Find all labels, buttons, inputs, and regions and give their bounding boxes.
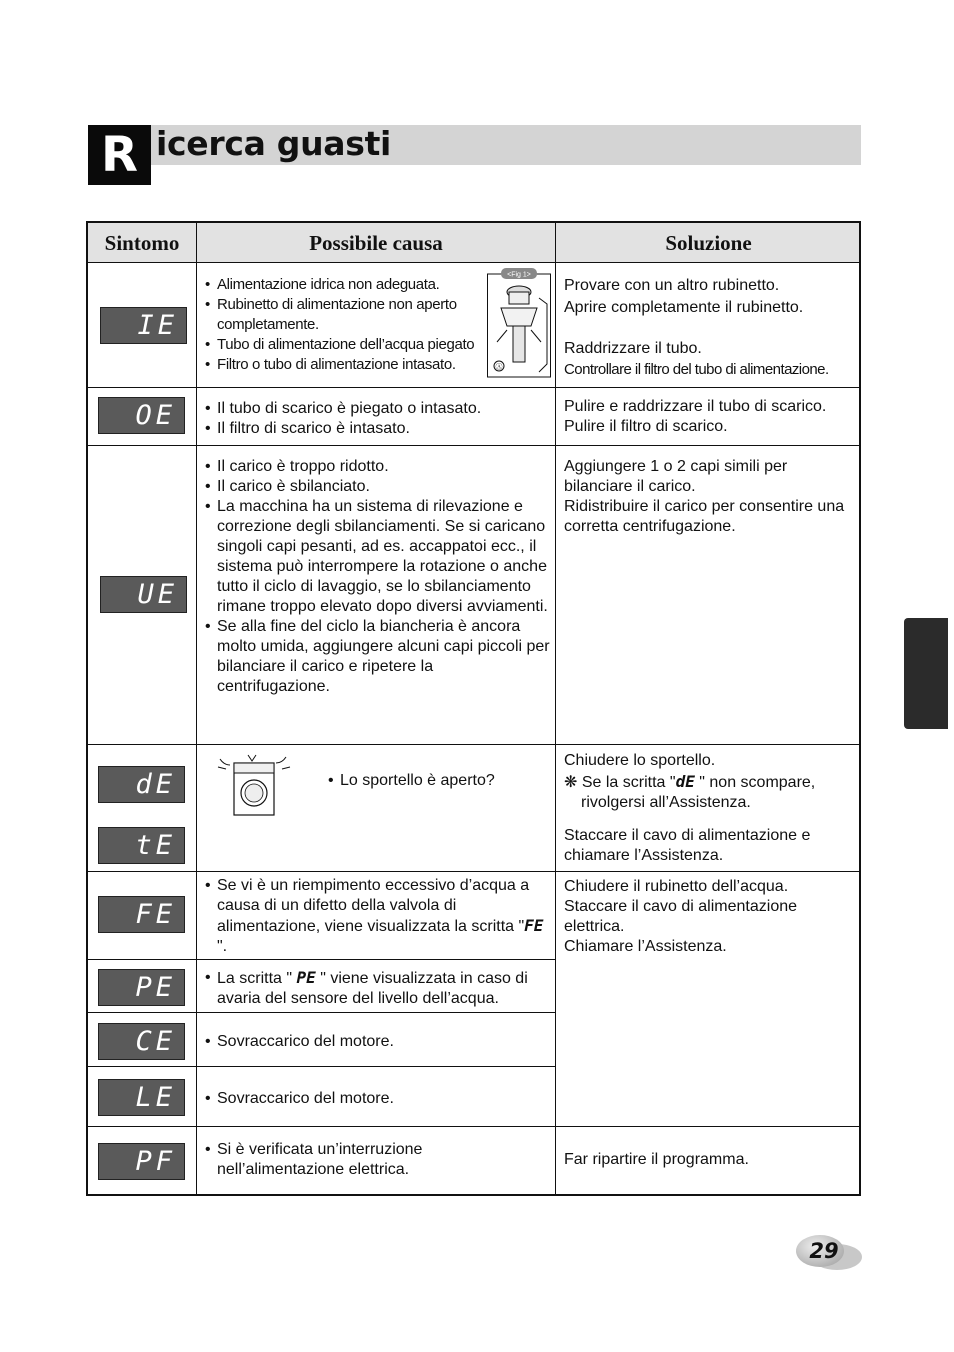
cause-item: • Si è verificata un’interruzione nell’alimentazione elettrica. bbox=[205, 1140, 550, 1180]
note-suffix: " non scompare, rivolgersi all’Assistenza. bbox=[581, 774, 816, 811]
fig-marker: Ⓐ bbox=[495, 363, 503, 371]
page-number: 29 bbox=[809, 1239, 839, 1263]
cause-cell bbox=[205, 1140, 550, 1180]
row-divider bbox=[88, 744, 859, 745]
cause-cell bbox=[205, 1089, 550, 1109]
cause-text: La scritta " bbox=[217, 970, 297, 987]
solution-line: Chiudere lo sportello. bbox=[564, 752, 716, 769]
error-code-display: CE bbox=[98, 1023, 185, 1060]
cause-cell bbox=[328, 771, 550, 791]
solution-cell bbox=[564, 276, 860, 380]
column-divider bbox=[196, 223, 197, 1194]
error-code-display: tE bbox=[98, 827, 185, 864]
column-divider bbox=[555, 223, 556, 1194]
troubleshooting-table bbox=[86, 221, 861, 1196]
solution-line: Pulire il filtro di scarico. bbox=[564, 418, 728, 435]
header-initial: R bbox=[88, 125, 151, 185]
solution-line: Far ripartire il programma. bbox=[564, 1151, 749, 1168]
cause-item: • Il filtro di scarico è intasato. bbox=[205, 419, 550, 439]
error-code-display: UE bbox=[100, 576, 187, 613]
row-divider bbox=[88, 387, 859, 388]
row-divider bbox=[88, 1012, 555, 1013]
solution-cell bbox=[564, 457, 860, 537]
header-solution: Soluzione bbox=[665, 231, 752, 255]
row-divider bbox=[88, 1126, 859, 1127]
cause-item: • Sovraccarico del motore. bbox=[205, 1032, 550, 1052]
cause-text: ". bbox=[217, 938, 228, 955]
washer-door-icon bbox=[214, 753, 298, 817]
solution-cell bbox=[564, 751, 860, 866]
header-cause: Possibile causa bbox=[309, 231, 443, 255]
cause-item: • Tubo di alimentazione dell’acqua piegato bbox=[205, 335, 480, 355]
cause-cell bbox=[205, 275, 480, 375]
solution-line: Aprire completamente il rubinetto. bbox=[564, 299, 804, 316]
solution-line: Aggiungere 1 o 2 capi simili per bilanciare il carico. bbox=[564, 458, 788, 495]
cause-item bbox=[205, 968, 550, 1009]
solution-line: Pulire e raddrizzare il tubo di scarico. bbox=[564, 398, 827, 415]
cause-item: • Il carico è troppo ridotto. bbox=[205, 457, 550, 477]
solution-line: Chiamare l’Assistenza. bbox=[564, 938, 727, 955]
solution-line: Staccare il cavo di alimentazione e chiamare l’Assistenza. bbox=[564, 827, 811, 864]
fig-1-illustration bbox=[487, 268, 551, 378]
cause-text: Se vi è un riempimento eccessivo d’acqua a causa di un difetto della valvola di alimentazione, viene visualizzata la scritta " bbox=[217, 877, 530, 935]
cause-item: • Sovraccarico del motore. bbox=[205, 1089, 550, 1109]
cause-item: • Filtro o tubo di alimentazione intasato. bbox=[205, 355, 480, 375]
cause-text: " viene visualizzata in caso di avaria del sensore del livello dell’acqua. bbox=[217, 970, 528, 1007]
solution-line: Raddrizzare il tubo. bbox=[564, 340, 702, 357]
cause-item: • Alimentazione idrica non adeguata. bbox=[205, 275, 480, 295]
fig-label: <Fig 1> bbox=[507, 271, 531, 279]
page-title: icerca guasti bbox=[156, 124, 392, 163]
row-divider bbox=[88, 262, 859, 263]
solution-line: Chiudere il rubinetto dell’acqua. bbox=[564, 878, 789, 895]
cause-cell bbox=[205, 876, 553, 957]
cause-item: • Il tubo di scarico è piegato o intasato. bbox=[205, 399, 550, 419]
row-divider bbox=[88, 1066, 555, 1067]
section-tab bbox=[904, 618, 948, 729]
cause-cell bbox=[205, 1032, 550, 1052]
cause-cell bbox=[205, 968, 550, 1009]
error-code-display: PF bbox=[98, 1143, 185, 1180]
solution-line: Staccare il cavo di alimentazione elettrica. bbox=[564, 898, 798, 935]
solution-cell bbox=[564, 877, 860, 957]
cause-item: • Lo sportello è aperto? bbox=[328, 771, 550, 791]
inline-error-code: PE bbox=[296, 968, 316, 987]
row-divider bbox=[88, 871, 859, 872]
cause-item: • Il carico è sbilanciato. bbox=[205, 477, 550, 497]
error-code-display: LE bbox=[98, 1079, 185, 1116]
cause-item: • Se alla fine del ciclo la biancheria è ancora molto umida, aggiungere alcuni capi piccoli per bilanciare il carico e ripetere la centrifugazione. bbox=[205, 617, 550, 697]
cause-item bbox=[205, 876, 553, 957]
solution-line: Provare con un altro rubinetto. bbox=[564, 277, 780, 294]
solution-cell bbox=[564, 1150, 860, 1170]
cause-item: • Rubinetto di alimentazione non aperto completamente. bbox=[205, 295, 480, 335]
error-code-display: IE bbox=[100, 307, 187, 344]
inline-error-code: dE bbox=[675, 772, 695, 791]
header-symptom: Sintomo bbox=[104, 231, 180, 255]
note-prefix: ❋ Se la scritta " bbox=[564, 774, 676, 791]
error-code-display: OE bbox=[98, 397, 185, 434]
row-divider bbox=[88, 959, 555, 960]
error-code-display: PE bbox=[98, 969, 185, 1006]
cause-cell bbox=[205, 399, 550, 439]
solution-cell bbox=[564, 397, 860, 437]
cause-cell bbox=[205, 457, 550, 697]
error-code-display: FE bbox=[98, 896, 185, 933]
cause-item: • La macchina ha un sistema di rilevazione e correzione degli sbilanciamenti. Se si caricano singoli capi pesanti, ad es. accappatoi ecc., il sistema può interrompere la rotazione o anche tutto il ciclo di lavaggio, se lo sbilanciamento rimane troppo elevato dopo diversi avviamenti. bbox=[205, 497, 550, 617]
row-divider bbox=[88, 445, 859, 446]
solution-note bbox=[564, 772, 860, 813]
inline-error-code: FE bbox=[524, 916, 544, 935]
solution-line: Ridistribuire il carico per consentire una corretta centrifugazione. bbox=[564, 498, 845, 535]
error-code-display: dE bbox=[98, 766, 185, 803]
solution-line: Controllare il filtro del tubo di alimentazione. bbox=[564, 361, 829, 378]
